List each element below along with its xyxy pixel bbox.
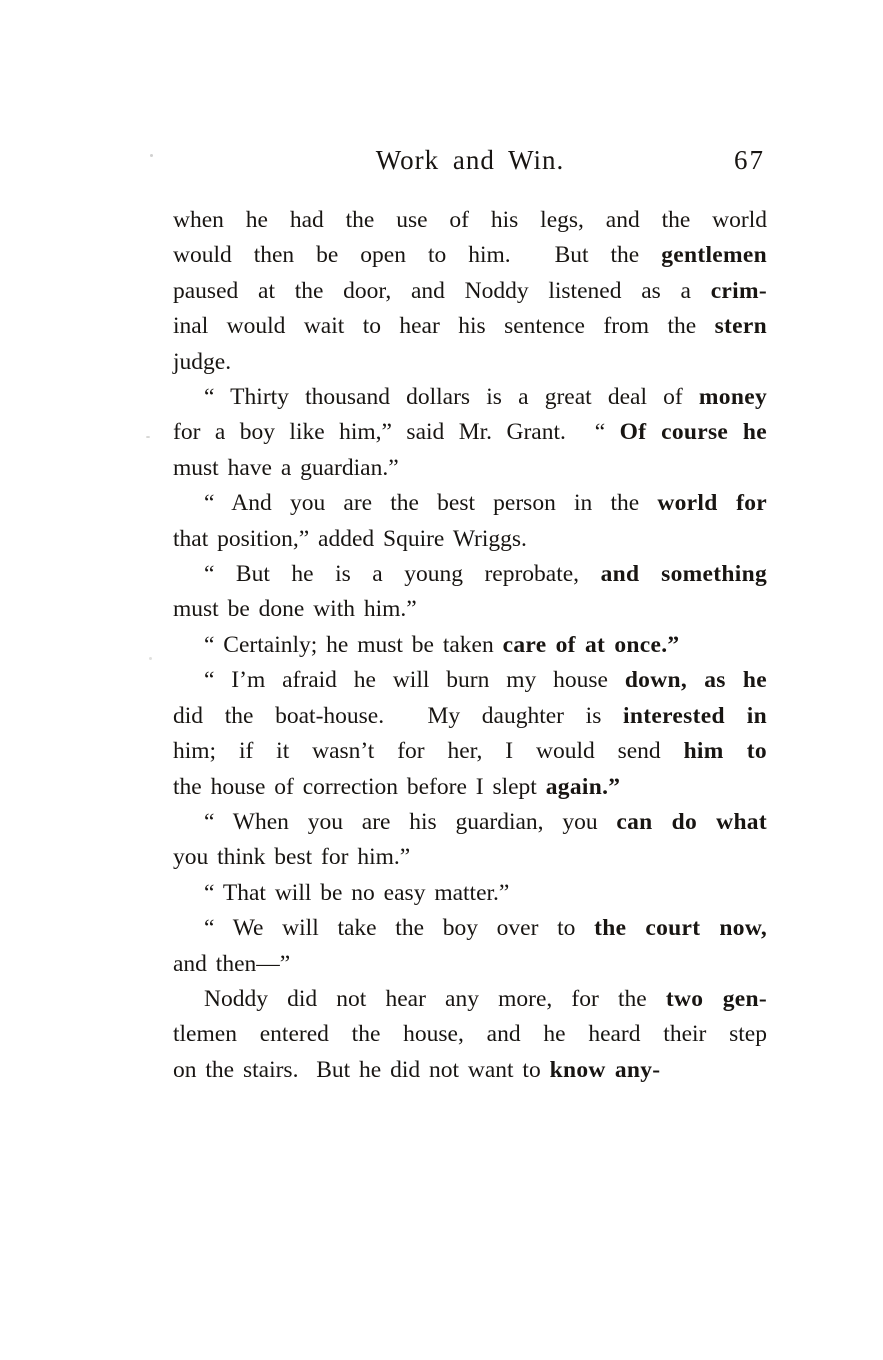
text-line: “ When you are his guardian, you can do what [204, 808, 767, 835]
text-line: did the boat-house. My daughter is interested in [173, 702, 767, 729]
page-title: Work and Win. [375, 145, 565, 175]
text-line: Noddy did not hear any more, for the two gen- [204, 985, 767, 1012]
text-line: inal would wait to hear his sentence from the stern [173, 313, 767, 340]
text-line: “ And you are the best person in the world for [204, 490, 767, 517]
text-line: “ That will be no easy matter.” [204, 879, 510, 906]
scan-speck [146, 436, 150, 438]
text-line: judge. [173, 348, 232, 375]
text-line: tlemen entered the house, and he heard their step [173, 1021, 767, 1048]
text-line: “ But he is a young reprobate, and something [204, 561, 768, 588]
scan-speck [150, 154, 153, 157]
text-line: “ I’m afraid he will burn my house down, as he [204, 667, 767, 694]
scan-speck [149, 657, 152, 660]
text-line: would then be open to him. But the gentlemen [173, 242, 767, 269]
text-line: “ We will take the boy over to the court now, [204, 915, 767, 942]
text-line: paused at the door, and Noddy listened as a crim- [173, 277, 767, 304]
text-line: you think best for him.” [173, 844, 411, 871]
text-line: that position,” added Squire Wriggs. [173, 525, 527, 552]
text-line: for a boy like him,” said Mr. Grant. “ Of course he [173, 419, 767, 446]
text-line: must have a guardian.” [173, 454, 399, 481]
page-text [173, 203, 767, 1088]
text-line: “ Thirty thousand dollars is a great deal of money [204, 384, 767, 411]
page-content [173, 145, 767, 1088]
text-line: him; if it wasn’t for her, I would send him to [173, 738, 767, 765]
text-line: must be done with him.” [173, 596, 417, 623]
page-number: 67 [734, 145, 765, 175]
text-line: the house of correction before I slept again.” [173, 773, 621, 800]
text-line: and then—” [173, 950, 291, 977]
text-line: on the stairs. But he did not want to know any- [173, 1056, 661, 1083]
text-line: when he had the use of his legs, and the world [173, 207, 767, 233]
text-line: “ Certainly; he must be taken care of at once.” [204, 631, 680, 658]
running-header [173, 145, 767, 203]
